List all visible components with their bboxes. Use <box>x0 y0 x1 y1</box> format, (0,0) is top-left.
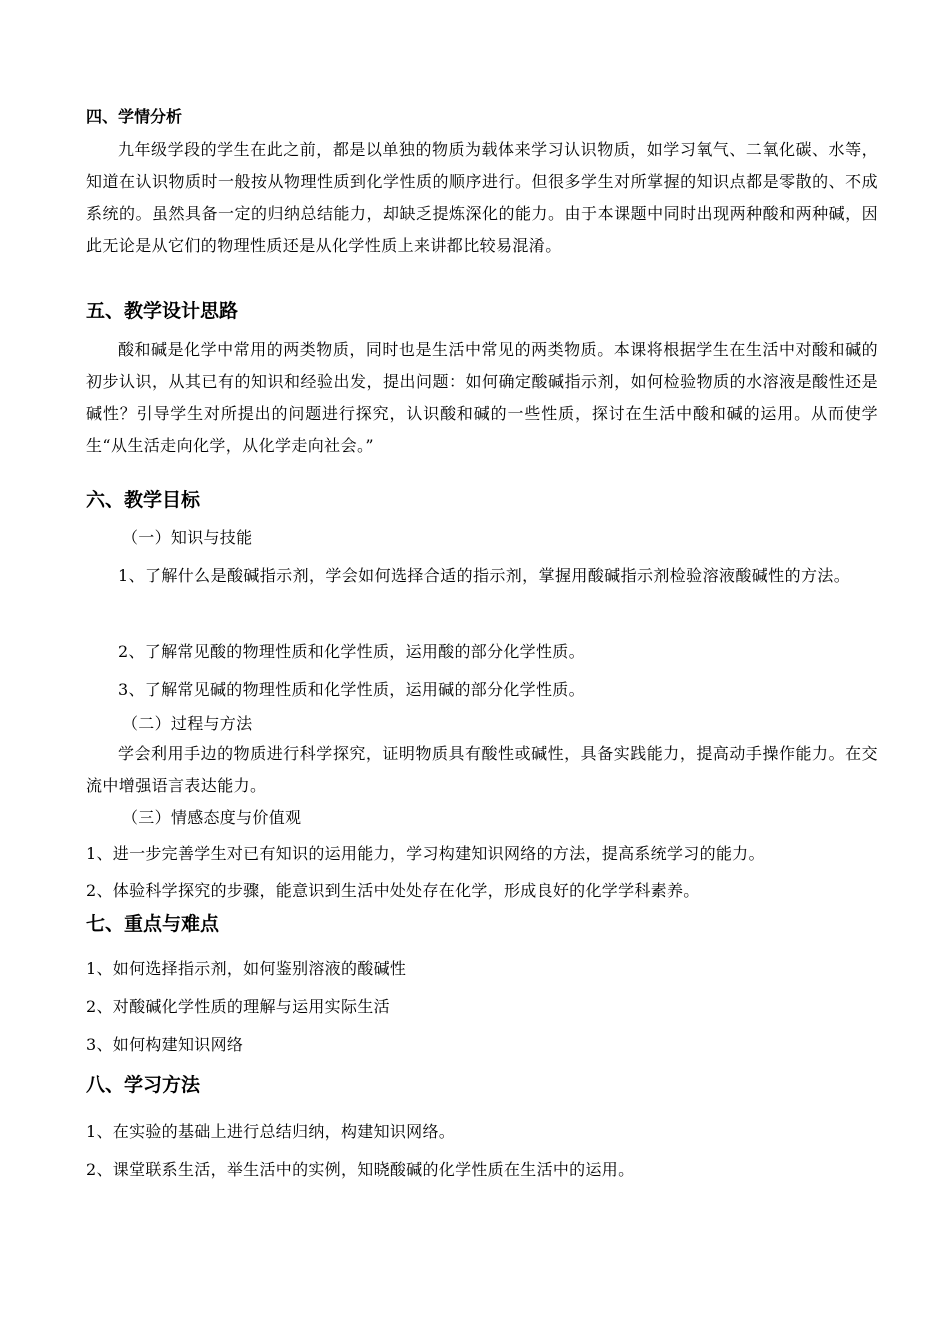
subheading-process-method: （二）过程与方法 <box>122 714 253 733</box>
subheading-knowledge-skills: （一）知识与技能 <box>122 528 253 547</box>
section-heading-7: 七、重点与难点 <box>86 913 220 935</box>
method-item: 1、在实验的基础上进行总结归纳，构建知识网络。 <box>86 1122 456 1141</box>
objective-item-1: 1、了解什么是酸碱指示剂，学会如何选择合适的指示剂，掌握用酸碱指示剂检验溶液酸碱性的方法。 <box>118 566 851 585</box>
section-heading-4: 四、学情分析 <box>86 107 183 126</box>
key-point-item: 1、如何选择指示剂，如何鉴别溶液的酸碱性 <box>86 959 407 978</box>
objective-item-5: 2、体验科学探究的步骤，能意识到生活中处处存在化学，形成良好的化学学科素养。 <box>86 881 700 900</box>
process-method-paragraph: 学会利用手边的物质进行科学探究，证明物质具有酸性或碱性，具备实践能力，提高动手操作能力。在交流中增强语言表达能力。 <box>86 744 878 795</box>
key-point-item: 3、如何构建知识网络 <box>86 1035 244 1054</box>
section-heading-8: 八、学习方法 <box>86 1074 201 1096</box>
section-heading-6: 六、教学目标 <box>86 489 201 511</box>
objective-item-4: 1、进一步完善学生对已有知识的运用能力，学习构建知识网络的方法，提高系统学习的能力。 <box>86 844 765 863</box>
section-5-paragraph: 酸和碱是化学中常用的两类物质，同时也是生活中常见的两类物质。本课将根据学生在生活中对酸和碱的初步认识，从其已有的知识和经验出发，提出问题：如何确定酸碱指示剂，如何检验物质的水溶液是酸性还是碱性？引导学生对所提出的问题进行探究，认识酸和碱的一些性质，探讨在生活中酸和碱的运用。从而使学生“从生活走向化学，从化学走向社会。” <box>86 340 878 455</box>
section-heading-5: 五、教学设计思路 <box>86 300 239 322</box>
objective-item-2: 2、了解常见酸的物理性质和化学性质，运用酸的部分化学性质。 <box>118 642 585 661</box>
method-item: 2、课堂联系生活，举生活中的实例，知晓酸碱的化学性质在生活中的运用。 <box>86 1160 635 1179</box>
objective-item-3: 3、了解常见碱的物理性质和化学性质，运用碱的部分化学性质。 <box>118 680 585 699</box>
key-point-item: 2、对酸碱化学性质的理解与运用实际生活 <box>86 997 390 1016</box>
subheading-emotion-values: （三）情感态度与价值观 <box>122 808 302 827</box>
section-4-paragraph: 九年级学段的学生在此之前，都是以单独的物质为载体来学习认识物质，如学习氧气、二氧化碳、水等，知道在认识物质时一般按从物理性质到化学性质的顺序进行。但很多学生对所掌握的知识点都是零散的、不成系统的。虽然具备一定的归纳总结能力，却缺乏提炼深化的能力。由于本课题中同时出现两种酸和两种碱，因此无论是从它们的物理性质还是从化学性质上来讲都比较易混淆。 <box>86 140 878 255</box>
